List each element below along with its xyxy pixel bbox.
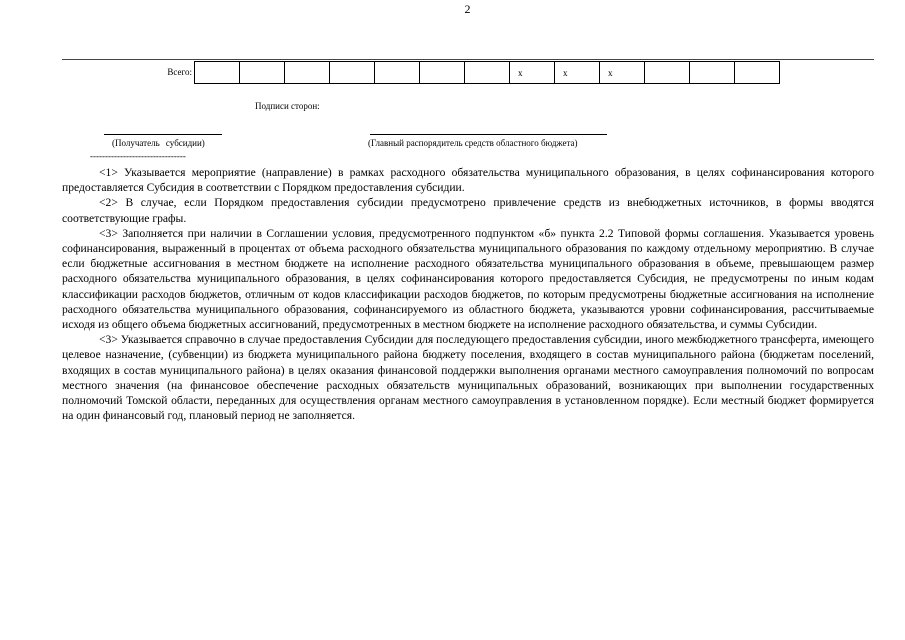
table-cell [420,62,465,84]
manager-caption: (Главный распорядитель средств областного бюджета) [368,138,578,148]
footnote-3: <3> Заполняется при наличии в Соглашении условия, предусмотренного подпунктом «б» пункта 2.2 Типовой формы соглашения. Указывается уровень софинансирования, выраженный в процентах от объема расходного обязательства муниципального образования по каждому отдельному мероприятию. В случае если бюджетные ассигнования в местном бюджете на исполнение расходного обязательства муниципального образования в объеме, превышающем размер расходного обязательства муниципального образования, в целях софинансирования которого предоставляется Субсидия, не предусмотрены по иным кодам классификации расходов бюджетов, отличным от кодов классификации расходов бюджетов, по которым предусмотрены бюджетные ассигнования на исполнение расходного обязательства муниципального образования, софинансируемого из областного бюджета, указываются уровни софинансирования, рассчитываемые исходя из общего объема бюджетных ассигнований, предусмотренных в местном бюджете на исполнение расходного обязательства, и суммы Субсидии. [62,226,874,332]
footnote-1: <1> Указывается мероприятие (направление) в рамках расходного обязательства муниципального образования, в целях софинансирования которого предоставляется Субсидия в соответствии с Порядком предоставления субсидии. [62,166,874,195]
footnotes [62,165,874,423]
total-label: Всего: [167,67,192,77]
table-cell: x [510,62,555,84]
recipient-signature-line [104,134,222,135]
table-cell [735,62,780,84]
table-row [195,62,780,84]
footnote-2: <2> В случае, если Порядком предоставления субсидии предусмотрено привлечение средств из внебюджетных источников, в формы вводятся соответствующие графы. [62,196,874,225]
table-cell [375,62,420,84]
footnote-separator: -------------------------------- [90,151,186,161]
total-table [194,61,780,84]
table-cell [690,62,735,84]
table-cell: x [600,62,645,84]
table-cell [285,62,330,84]
page-number: 2 [464,2,471,16]
top-rule [62,59,874,60]
table-cell [330,62,375,84]
manager-signature-line [370,134,607,135]
footnote-4: <3> Указывается справочно в случае предоставления Субсидии для последующего предоставления субсидии, иного межбюджетного трансферта, имеющего целевое назначение, (субвенции) из бюджета муниципального района бюджету поселения, входящего в состав муниципального района (бюджетам поселений, входящих в состав муниципального района) в целях оказания финансовой поддержки выполнения органами местного самоуправления полномочий по вопросам местного значения (на финансовое обеспечение расходных обязательств муниципальных образований, возникающих при выполнении государственных полномочий Томской области, переданных для осуществления органам местного самоуправления в установленном порядке). Если местный бюджет формируется на один финансовый год, плановый период не заполняется. [62,333,874,423]
table-cell: x [555,62,600,84]
table-cell [240,62,285,84]
table-cell [465,62,510,84]
table-cell [195,62,240,84]
table-cell [645,62,690,84]
signatures-title: Подписи сторон: [255,101,320,111]
recipient-caption: (Получатель субсидии) [112,138,205,148]
